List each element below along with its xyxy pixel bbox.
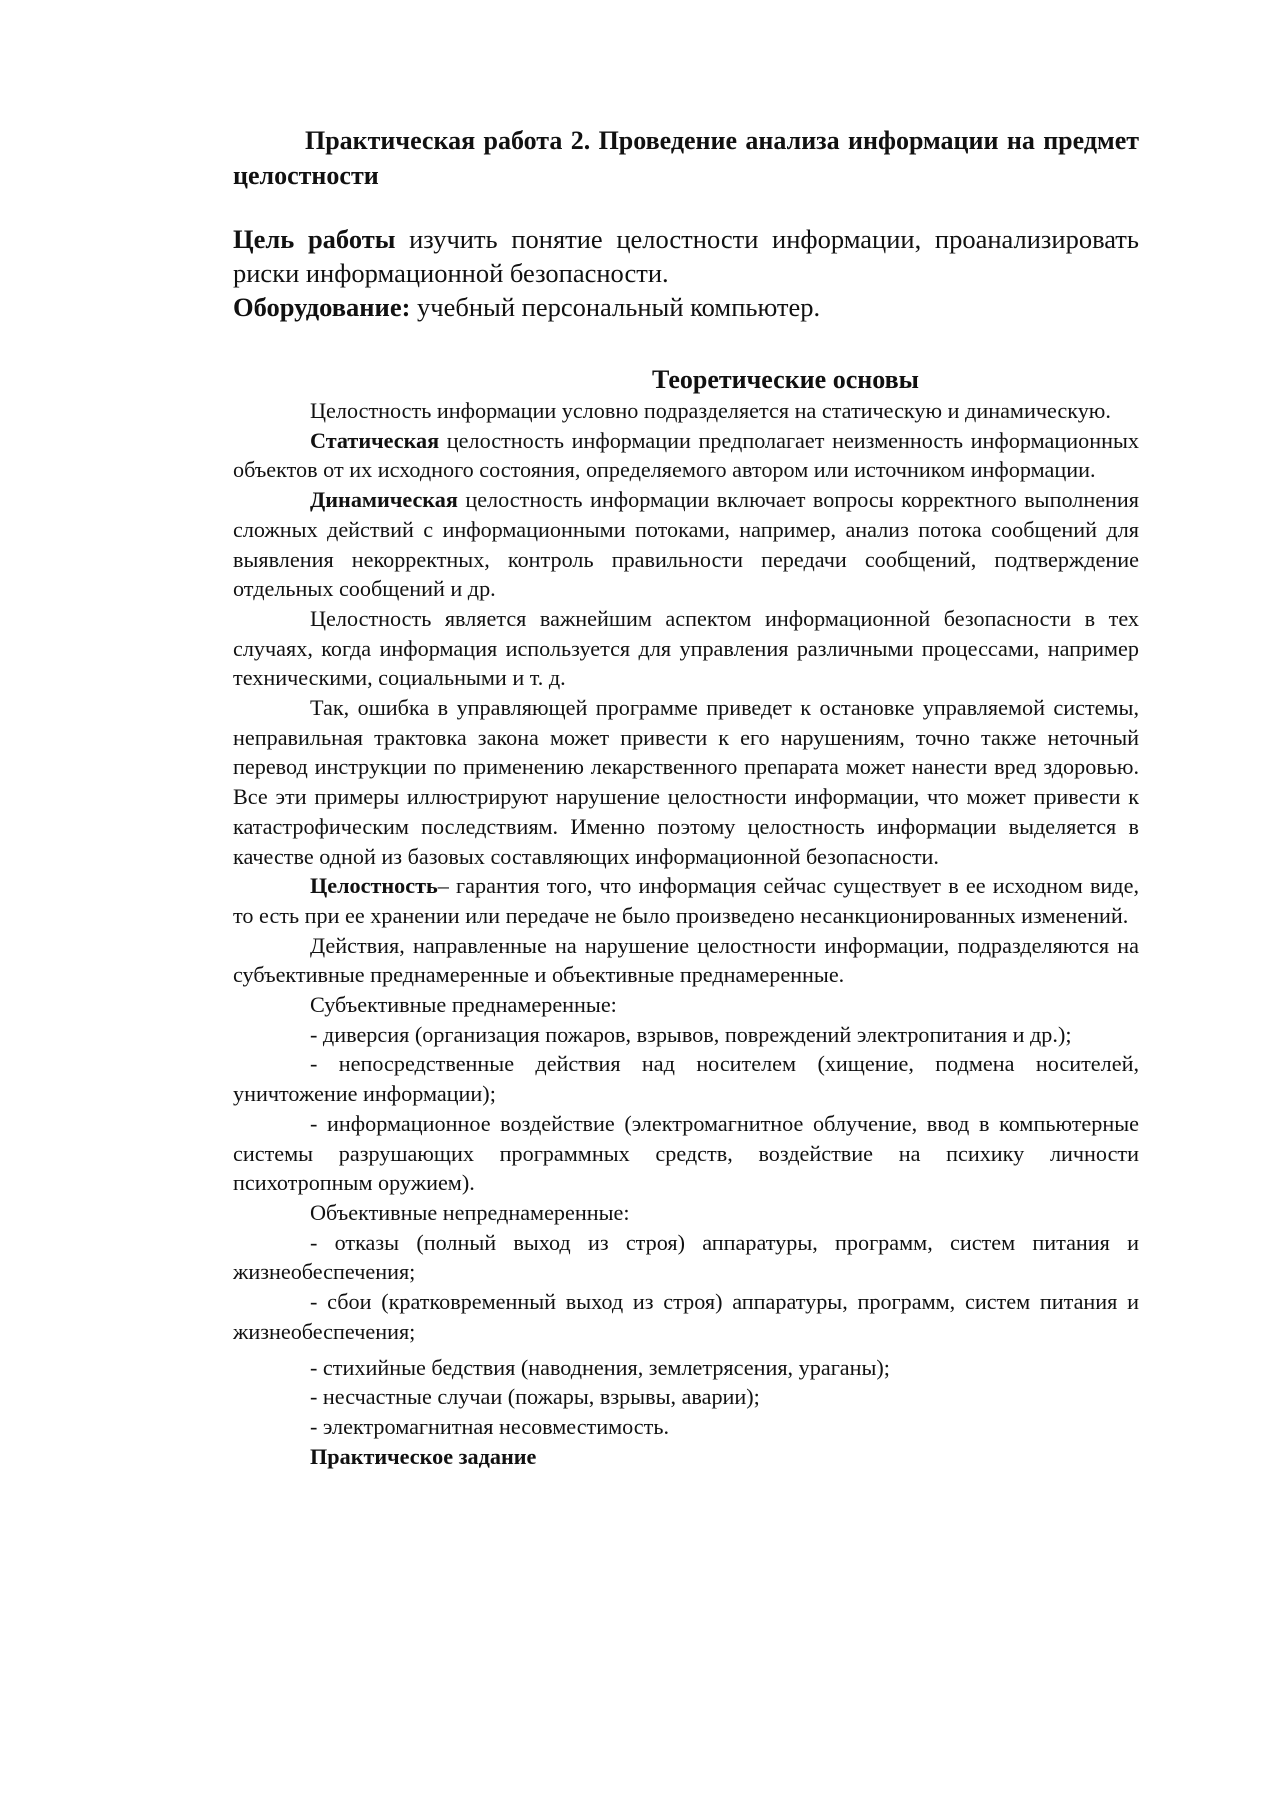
paragraph-definition xyxy=(233,871,1139,930)
document-body xyxy=(233,396,1139,1471)
dynamic-term: Динамическая xyxy=(310,487,458,513)
goal-paragraph xyxy=(233,222,1139,290)
equipment-label: Оборудование: xyxy=(233,292,411,322)
list-item: - стихийные бедствия (наводнения, землетрясения, ураганы); xyxy=(310,1354,890,1380)
practical-heading-text: Практическое задание xyxy=(310,1443,537,1469)
paragraph-examples: Так, ошибка в управляющей программе приведет к остановке управляемой системы, неправильная трактовка закона может привести к его нарушениям, точно также неточный перевод инструкции по применению лекарственного препарата может нанести вред здоровью. Все эти примеры иллюстрируют нарушение целостности информации, что может привести к катастрофическим последствиям. Именно поэтому целостность информации выделяется в качестве одной из базовых составляющих информационной безопасности. xyxy=(233,695,1139,869)
document-title: Практическая работа 2. Проведение анализа информации на предмет целостности xyxy=(233,126,1139,190)
list-item: - несчастные случаи (пожары, взрывы, аварии); xyxy=(310,1384,760,1410)
list-item: - отказы (полный выход из строя) аппаратуры, программ, систем питания и жизнеобеспечения; xyxy=(233,1229,1139,1285)
theory-heading: Теоретические основы xyxy=(652,365,919,394)
paragraph-integrity-types: Целостность информации условно подразделяется на статическую и динамическую. xyxy=(310,398,1111,423)
practical-heading xyxy=(233,1442,1139,1472)
static-term: Статическая xyxy=(310,427,440,453)
paragraph-importance: Целостность является важнейшим аспектом информационной безопасности в тех случаях, когда информация используется для управления различными процессами, например техническими, социальными и т. д. xyxy=(233,605,1139,691)
equipment-paragraph xyxy=(233,290,1139,324)
list-item: - электромагнитная несовместимость. xyxy=(310,1413,670,1439)
list-item: - сбои (кратковременный выход из строя) аппаратуры, программ, систем питания и жизнеобеспечения; xyxy=(233,1289,1139,1344)
subjective-heading: Субъективные преднамеренные: xyxy=(310,992,617,1018)
definition-text: – гарантия того, что информация сейчас существует в ее исходном виде, то есть при ее хранении или передаче не было произведено несанкционированных изменений. xyxy=(233,873,1139,928)
list-item: - непосредственные действия над носителем (хищение, подмена носителей, уничтожение информации); xyxy=(233,1051,1139,1107)
integrity-term: Целостность xyxy=(310,873,438,899)
equipment-text: учебный персональный компьютер. xyxy=(410,292,821,322)
list-item: - диверсия (организация пожаров, взрывов, повреждений электропитания и др.); xyxy=(310,1021,1072,1047)
static-text: целостность информации предполагает неизменность информационных объектов от их исходного состояния, определяемого автором или источником информации. xyxy=(233,427,1139,483)
dynamic-text: целостность информации включает вопросы корректного выполнения сложных действий с информационными потоками, например, анализ потока сообщений для выявления некорректных, контроль правильности передачи сообщений, подтверждение отдельных сообщений и др. xyxy=(233,487,1139,602)
paragraph-dynamic xyxy=(233,485,1139,604)
list-item: - информационное воздействие (электромагнитное облучение, ввод в компьютерные системы разрушающих программных средств, воздействие на психику личности психотропным оружием). xyxy=(233,1110,1139,1196)
objective-heading: Объективные непреднамеренные: xyxy=(310,1199,630,1225)
goal-label: Цель работы xyxy=(233,224,396,254)
paragraph-static xyxy=(233,426,1139,485)
goal-text: изучить понятие целостности информации, проанализировать риски информационной безопасности. xyxy=(233,224,1139,288)
paragraph-actions: Действия, направленные на нарушение целостности информации, подразделяются на субъективные преднамеренные и объективные преднамеренные. xyxy=(233,932,1139,988)
